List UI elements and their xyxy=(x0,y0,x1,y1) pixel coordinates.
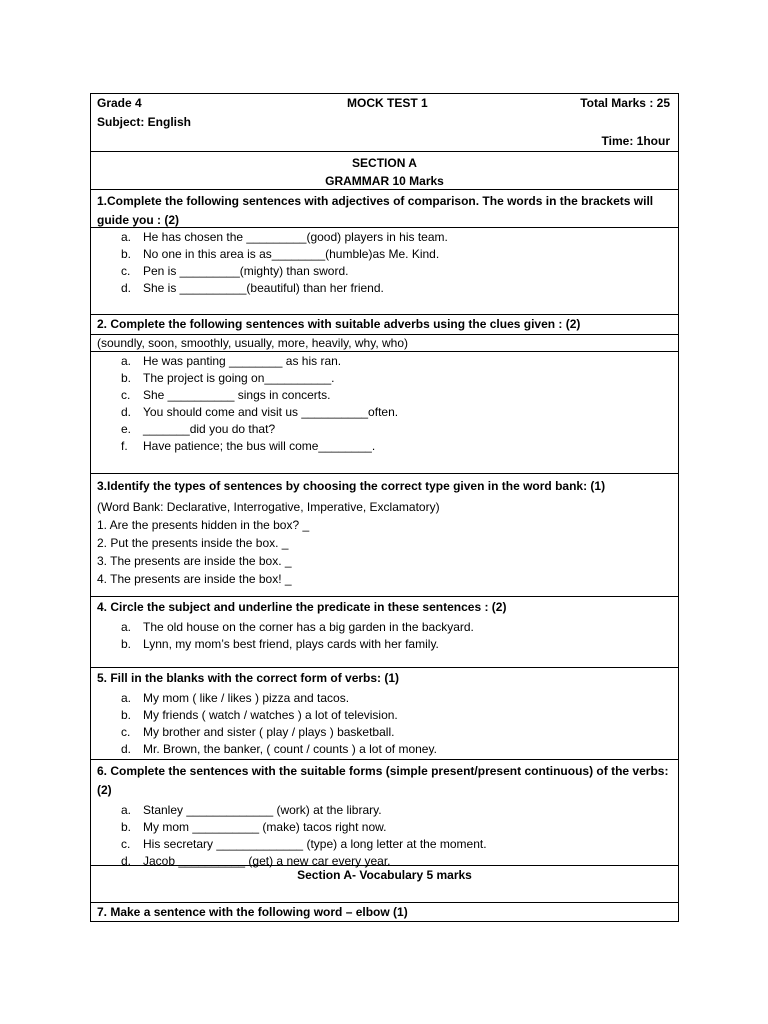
question-2-prompt: 2. Complete the following sentences with suitable adverbs using the clues given : (2) xyxy=(90,314,679,334)
question-2-items xyxy=(90,351,679,473)
section-title: SECTION A xyxy=(352,156,417,170)
list-item: 1. Are the presents hidden in the box? _ xyxy=(97,518,310,532)
list-item: c. She __________ sings in concerts. xyxy=(121,388,331,402)
header-box xyxy=(90,93,679,151)
list-item: d. Mr. Brown, the banker, ( count / counts ) a lot of money. xyxy=(121,742,437,756)
list-item: c. My brother and sister ( play / plays ) basketball. xyxy=(121,725,395,739)
question-7-prompt: 7. Make a sentence with the following word – elbow (1) xyxy=(90,902,679,922)
question-6-prompt: 6. Complete the sentences with the suitable forms (simple present/present continuous) of the verbs: (2) xyxy=(97,764,669,797)
list-item: e. _______did you do that? xyxy=(121,422,276,436)
total-marks: Total Marks : 25 xyxy=(580,96,670,110)
word-bank: (Word Bank: Declarative, Interrogative, Imperative, Exclamatory) xyxy=(97,500,440,514)
section-a-header xyxy=(90,151,679,189)
list-item: d. Jacob __________ (get) a new car every year. xyxy=(121,854,391,868)
list-item: c. His secretary _____________ (type) a long letter at the moment. xyxy=(121,837,487,851)
grade-label: Grade 4 xyxy=(97,96,142,110)
test-title: MOCK TEST 1 xyxy=(347,96,428,110)
list-item: b. My friends ( watch / watches ) a lot of television. xyxy=(121,708,398,722)
question-5-box xyxy=(90,667,679,759)
list-item: b. No one in this area is as________(humble)as Me. Kind. xyxy=(121,247,440,261)
section-subtitle: GRAMMAR 10 Marks xyxy=(325,174,444,188)
vocabulary-section-header: Section A- Vocabulary 5 marks xyxy=(90,865,679,902)
test-sheet xyxy=(90,93,679,922)
question-3-prompt: 3.Identify the types of sentences by choosing the correct type given in the word bank: (1) xyxy=(97,479,606,493)
list-item: d. She is __________(beautiful) than her friend. xyxy=(121,281,384,295)
question-4-box xyxy=(90,596,679,667)
list-item: b. My mom __________ (make) tacos right now. xyxy=(121,820,387,834)
question-3-box xyxy=(90,473,679,596)
list-item: b. The project is going on__________. xyxy=(121,371,335,385)
question-1-prompt: 1.Complete the following sentences with adjectives of comparison. The words in the brackets will guide you : (2) xyxy=(90,189,679,227)
list-item: 3. The presents are inside the box. _ xyxy=(97,554,292,568)
list-item: a. My mom ( like / likes ) pizza and tacos. xyxy=(121,691,350,705)
question-1-items xyxy=(90,227,679,314)
time-label: Time: 1hour xyxy=(601,134,670,148)
question-4-prompt: 4. Circle the subject and underline the predicate in these sentences : (2) xyxy=(97,600,507,614)
question-5-prompt: 5. Fill in the blanks with the correct form of verbs: (1) xyxy=(97,671,400,685)
list-item: 4. The presents are inside the box! _ xyxy=(97,572,292,586)
question-6-box xyxy=(90,759,679,868)
question-2-clues: (soundly, soon, smoothly, usually, more, heavily, why, who) xyxy=(90,334,679,351)
list-item: a. The old house on the corner has a big garden in the backyard. xyxy=(121,620,474,634)
list-item: f. Have patience; the bus will come________. xyxy=(121,439,376,453)
list-item: b. Lynn, my mom’s best friend, plays cards with her family. xyxy=(121,637,439,651)
list-item: 2. Put the presents inside the box. _ xyxy=(97,536,289,550)
list-item: a. Stanley _____________ (work) at the library. xyxy=(121,803,382,817)
list-item: c. Pen is _________(mighty) than sword. xyxy=(121,264,349,278)
list-item: d. You should come and visit us __________often. xyxy=(121,405,399,419)
list-item: a. He was panting ________ as his ran. xyxy=(121,354,342,368)
subject-label: Subject: English xyxy=(97,115,192,129)
list-item: a. He has chosen the _________(good) players in his team. xyxy=(121,230,448,244)
